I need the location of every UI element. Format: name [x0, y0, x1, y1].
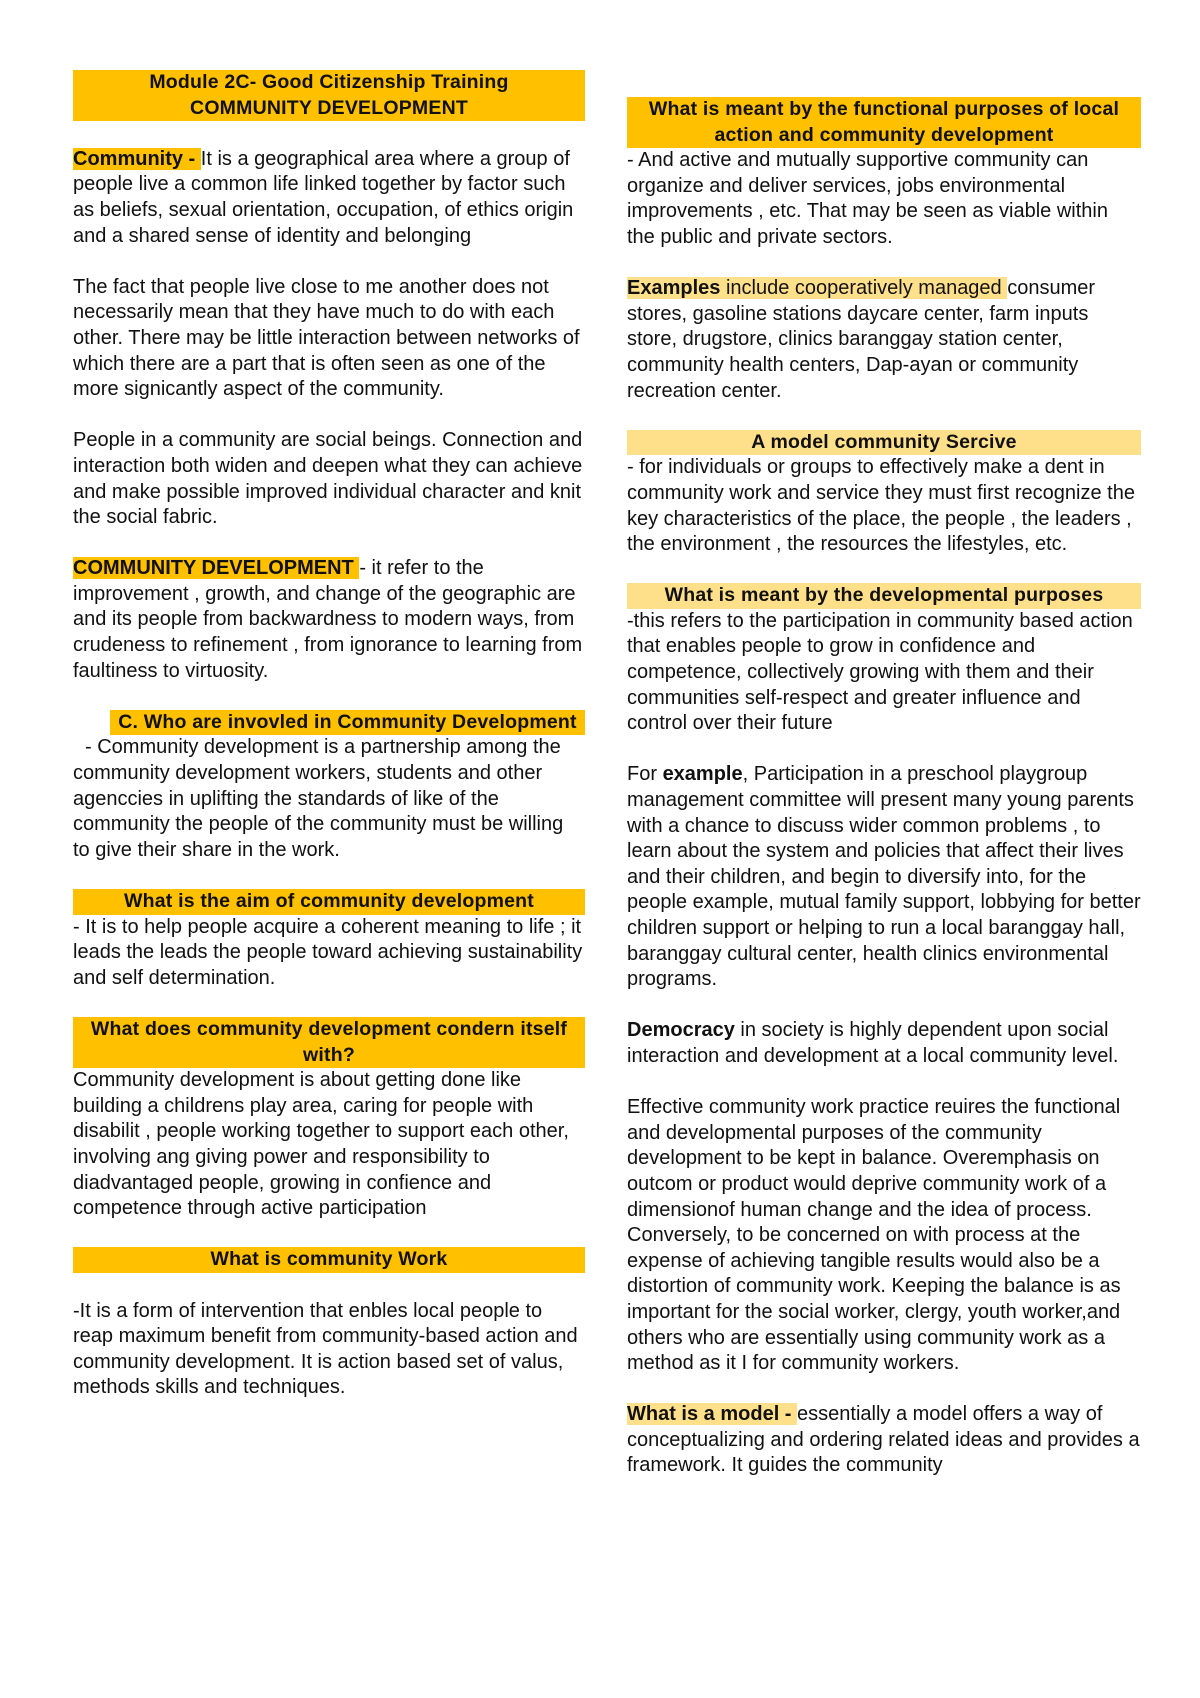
developmental-purposes-body: -this refers to the participation in community based action that enables people to grow in confidence and competence, collectively growing with them and their communities self-respect and greater influence and control over their future	[627, 609, 1133, 735]
model-paragraph	[627, 1402, 1141, 1479]
functional-purposes-body: - And active and mutually supportive community can organize and deliver services, jobs environmental improvements , etc. That may be seen as viable within the public and private sectors.	[627, 149, 1108, 248]
left-column	[73, 70, 585, 1401]
community-work-body: -It is a form of intervention that enbles local people to reap maximum benefit from community-based action and community development. It is action based set of valus, methods skills and techniques.	[73, 1299, 578, 1399]
spacer	[73, 403, 585, 429]
spacer	[73, 863, 585, 889]
examples-lead: include cooperatively managed	[720, 277, 1008, 300]
model-service-body: - for individuals or groups to effectively make a dent in community work and service they must first recognize the key characteristics of the place, the people , the leaders , the environment , the resources the lifestyles, etc.	[627, 456, 1135, 556]
model-term: What is a model -	[627, 1403, 798, 1426]
examples-highlight	[627, 277, 1007, 299]
who-involved-header: C. Who are invovled in Community Development	[110, 710, 585, 736]
spacer	[627, 1377, 1141, 1403]
developmental-purposes-header: What is meant by the developmental purposes	[627, 583, 1141, 609]
example-text: , Participation in a preschool playgroup management committee will present many young parents with a chance to discuss wider common problems , to learn about the system and policies that affect their lives and their children, and begin to diversify into, for the people example, mutual family support, lobbying for better children support or helping to run a local baranggay hall, baranggay cultural center, health clinics environmental programs.	[627, 763, 1141, 991]
community-development-text: - it refer to the improvement , growth, and change of the geographic are and its people from backwardness to modern ways, from crudeness to refinement , from ignorance to learning from faultiness to virtuosity.	[73, 557, 583, 682]
democracy-paragraph	[627, 1018, 1141, 1069]
spacer	[73, 531, 585, 557]
examples-text: consumer stores, gasoline stations daycare center, farm inputs store, drugstore, clinics baranggay station center, community health centers, Dap-ayan or community recreation center.	[627, 277, 1096, 402]
example-prefix: For	[627, 763, 663, 786]
model-text: essentially a model offers a way of conceptualizing and ordering related ideas and provides a framework. It guides the community	[627, 1403, 1140, 1477]
spacer	[627, 993, 1141, 1019]
who-involved-text: - Community development is a partnership among the community development workers, students and other agenccies in uplifting the standards of like of the community the people of the community must be willing to give their share in the work.	[73, 736, 564, 861]
concern-body: Community development is about getting done like building a childrens play area, caring for people with disabilit , people working together to support each other, involving ang giving power and responsibility to diadvantaged people, growing in confience and competence through active participation	[73, 1069, 569, 1220]
spacer	[73, 1273, 585, 1299]
paragraph-live-close: The fact that people live close to me another does not necessarily mean that they have much to do with each other. There may be little interaction between networks of which there are a part that is often seen as one of the more signicantly aspect of the community.	[73, 275, 580, 401]
community-development-term: COMMUNITY DEVELOPMENT	[73, 557, 360, 580]
example-term: example	[662, 763, 743, 786]
aim-header: What is the aim of community development	[73, 889, 585, 915]
examples-paragraph	[627, 276, 1141, 404]
community-term: Community -	[73, 147, 201, 170]
model-service-header: A model community Sercive	[627, 430, 1141, 456]
who-involved-body	[73, 735, 585, 863]
paragraph-social-beings: People in a community are social beings. Connection and interaction both widen and deepen what they can achieve and make possible improved individual character and knit the social fabric.	[73, 429, 583, 529]
functional-purposes-header: What is meant by the functional purposes of local action and community development	[627, 97, 1141, 148]
document-title-box	[73, 70, 585, 121]
democracy-text: in society is highly dependent upon social interaction and development at a local community level.	[627, 1019, 1119, 1067]
spacer	[73, 991, 585, 1017]
democracy-term: Democracy	[627, 1019, 735, 1042]
community-development-definition	[73, 556, 585, 684]
effective-practice-paragraph: Effective community work practice reuires the functional and developmental purposes of the community development to be kept in balance. Overemphasis on outcom or product would deprive community work of a dimensionof human change and the idea of process. Conversely, to be concerned on with process at the expense of achieving tangible results would also be a distortion of community work. Keeping the balance is as important for the social worker, clergy, youth worker,and others who are essentially using community work as a method as it I for community workers.	[627, 1096, 1121, 1375]
spacer	[73, 249, 585, 275]
right-column	[627, 70, 1141, 1479]
spacer	[627, 558, 1141, 584]
spacer	[627, 1070, 1141, 1096]
examples-term: Examples	[627, 277, 721, 300]
concern-header: What does community development condern itself with?	[73, 1017, 585, 1068]
document-subtitle: COMMUNITY DEVELOPMENT	[190, 96, 468, 119]
spacer	[627, 404, 1141, 430]
spacer	[73, 1222, 585, 1248]
spacer	[73, 121, 585, 147]
spacer	[627, 737, 1141, 763]
aim-body: - It is to help people acquire a coherent meaning to life ; it leads the leads the people toward achieving sustainability and self determination.	[73, 915, 583, 989]
spacer	[73, 684, 585, 710]
community-work-header: What is community Work	[73, 1247, 585, 1273]
spacer	[627, 251, 1141, 277]
model-highlight	[627, 1403, 797, 1425]
community-definition-text: It is a geographical area where a group of people live a common life linked together by factor such as beliefs, sexual orientation, occupation, of ethics origin and a shared sense of identity and belonging	[73, 147, 574, 247]
document-title: Module 2C- Good Citizenship Training	[149, 71, 509, 93]
community-definition	[73, 147, 585, 249]
example-paragraph	[627, 762, 1141, 992]
